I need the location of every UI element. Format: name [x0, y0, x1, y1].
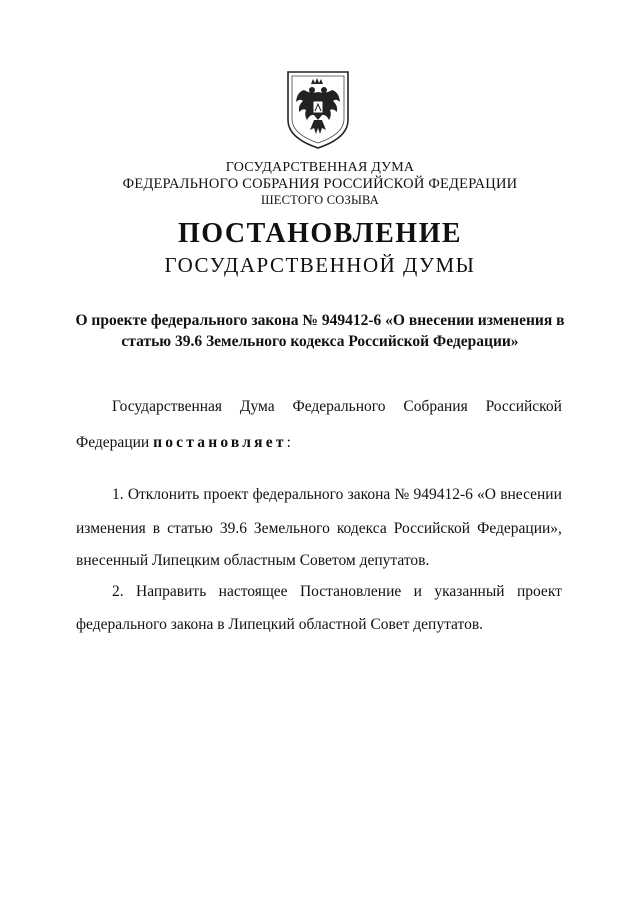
item-1-word: Федерации», — [477, 520, 562, 537]
item-2-word: Направить — [136, 583, 207, 600]
item-1-line-1 — [112, 486, 562, 504]
document-subtitle: ГОСУДАРСТВЕННОЙ ДУМЫ — [164, 253, 476, 277]
preamble-word: Собрания — [403, 398, 468, 415]
item-1-line-3: внесенный Липецким областным Советом депутатов. — [76, 552, 430, 569]
preamble-word: Государственная — [112, 398, 223, 415]
subject-line-1: О проекте федерального закона № 949412-6 «О внесении изменения в — [75, 312, 565, 329]
coat-of-arms-icon — [284, 68, 352, 150]
preamble-resolves: постановляет — [153, 434, 287, 451]
preamble-word: Российской — [485, 398, 562, 415]
item-2-word: настоящее — [218, 583, 288, 600]
item-1-word: 949412-6 — [413, 486, 473, 503]
preamble-federation: Федерации — [76, 434, 154, 451]
item-1-word: 1. — [112, 486, 124, 503]
item-2-word: 2. — [112, 583, 124, 600]
item-1-word: внесении — [500, 486, 562, 503]
item-1-word: кодекса — [336, 520, 387, 537]
preamble-word: Дума — [239, 398, 275, 415]
preamble-line-1 — [112, 398, 562, 416]
item-2-word: проект — [516, 583, 562, 600]
item-1-word: изменения — [76, 520, 146, 537]
item-2-word: и — [413, 583, 422, 600]
item-1-word: в — [152, 520, 161, 537]
item-1-word: Отклонить — [127, 486, 200, 503]
item-1-word: федерального — [252, 486, 344, 503]
item-1-word: закона — [347, 486, 391, 503]
item-1-line-2 — [76, 520, 562, 538]
org-line-federal-assembly: ФЕДЕРАЛЬНОГО СОБРАНИЯ РОССИЙСКОЙ ФЕДЕРАЦИИ — [122, 176, 518, 192]
item-1-word: № — [394, 486, 410, 503]
item-2-line-1 — [112, 583, 562, 601]
document-subject — [60, 310, 580, 352]
item-2-word: указанный — [434, 583, 505, 600]
item-1-word: Российской — [393, 520, 471, 537]
org-line-convocation: ШЕСТОГО СОЗЫВА — [260, 193, 380, 207]
preamble-line-2 — [76, 434, 562, 452]
preamble-colon: : — [286, 434, 291, 451]
item-1-word: «О — [477, 486, 496, 503]
item-1-word: 39.6 — [219, 520, 247, 537]
document-title: ПОСТАНОВЛЕНИЕ — [177, 218, 463, 249]
item-2-line-2: федерального закона в Липецкий областной Совет депутатов. — [76, 616, 484, 633]
preamble-word: Федерального — [292, 398, 386, 415]
item-1-word: статью — [167, 520, 213, 537]
item-1-word: проект — [203, 486, 249, 503]
item-1-word: Земельного — [253, 520, 330, 537]
item-2-word: Постановление — [299, 583, 402, 600]
subject-line-2: статью 39.6 Земельного кодекса Российской Федерации» — [121, 333, 519, 350]
org-line-duma: ГОСУДАРСТВЕННАЯ ДУМА — [225, 160, 415, 175]
